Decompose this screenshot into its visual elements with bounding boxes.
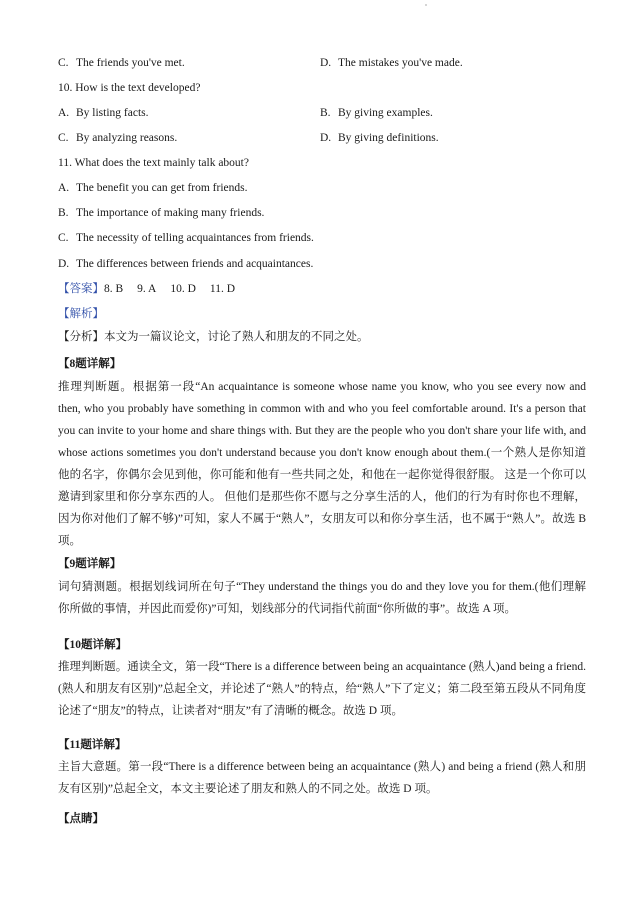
option-text: The friends you've met.: [76, 57, 185, 69]
option-text: The benefit you can get from friends.: [76, 182, 248, 194]
detail-8-text: 推理判断题。根据第一段“An acquaintance is someone whose name you know, who you see every now and then, who you probably have something in common with and who you feel comfortable around. It's a person that you can invite to your home and share things with. But they are the people who you don't share your life with, and whose actions sometimes you don't understand because you don't know enough about them.(一个熟人是你知道他的名字，你偶尔会见到他，你可能和他有一些共同之处，和他在一起你觉得很舒服。 这是一个你可以邀请到家里和你分享东西的人。 但他们是那些你不愿与之分享生活的人，他们的行为有时你也不理解，因为你对他们了解不够)”可知，家人不属于“熟人”，女朋友可以和你分享生活，也不属于“熟人”。故选 B 项。: [58, 381, 586, 547]
scan-speck: [425, 4, 427, 6]
answer-key: [58, 282, 249, 296]
option-letter: D.: [320, 132, 332, 144]
option-letter: D.: [58, 258, 70, 270]
q11-option-d: [58, 257, 313, 271]
option-letter: C.: [58, 232, 69, 244]
option-letter: A.: [58, 107, 70, 119]
detail-9-heading: 【9题详解】: [58, 558, 122, 570]
detail-10-heading: 【10题详解】: [58, 639, 127, 651]
option-letter: C.: [58, 57, 69, 69]
detail-11-heading: 【11题详解】: [58, 739, 127, 751]
option-letter: C.: [58, 132, 69, 144]
option-text: By analyzing reasons.: [76, 132, 178, 144]
analysis-label: 【解析】: [58, 308, 104, 320]
answer-item: 10. D: [170, 283, 196, 295]
option-d-prev: [320, 56, 463, 70]
answer-label: 【答案】: [58, 283, 104, 295]
question-11-stem: 11. What does the text mainly talk about?: [58, 157, 249, 169]
answer-item: 9. A: [137, 283, 157, 295]
option-text: The mistakes you've made.: [338, 57, 463, 69]
comment-heading: 【点睛】: [58, 813, 104, 825]
detail-9-text: 词句猜测题。根据划线词所在句子“They understand the things you do and they love you for them.(他们理解你所做的事情，并因此而爱你)”可知，划线部分的代词指代前面“你所做的事”。故选 A 项。: [58, 581, 586, 615]
q10-option-a: [58, 106, 149, 120]
option-text: By giving definitions.: [338, 132, 439, 144]
option-letter: B.: [320, 107, 331, 119]
option-letter: D.: [320, 57, 332, 69]
summary-paragraph: 【分析】本文为一篇议论文，讨论了熟人和朋友的不同之处。: [58, 331, 369, 343]
option-text: The importance of making many friends.: [76, 207, 265, 219]
detail-10-text: 推理判断题。通读全文，第一段“There is a difference between being an acquaintance (熟人)and being a friend.(熟人和朋友有区别)”总起全文，并论述了“熟人”的特点，给“熟人”下了定义；第二段至第五段从不同角度论述了“朋友”的特点，让读者对“朋友”有了清晰的概念。故选 D 项。: [58, 661, 586, 717]
q11-option-c: [58, 231, 314, 245]
answer-item: 8. B: [104, 283, 124, 295]
detail-8-heading: 【8题详解】: [58, 358, 122, 370]
detail-11-text: 主旨大意题。第一段“There is a difference between being an acquaintance (熟人) and being a friend (熟人和朋友有区别)”总起全文，本文主要论述了朋友和熟人的不同之处。故选 D 项。: [58, 761, 586, 795]
option-text: By giving examples.: [338, 107, 433, 119]
option-c-prev: [58, 56, 185, 70]
option-text: By listing facts.: [76, 107, 149, 119]
option-letter: A.: [58, 182, 70, 194]
q10-option-b: [320, 106, 433, 120]
answer-item: 11. D: [209, 283, 236, 295]
q11-option-a: [58, 181, 247, 195]
option-letter: B.: [58, 207, 69, 219]
q11-option-b: [58, 206, 264, 220]
q10-option-c: [58, 131, 177, 145]
q10-option-d: [320, 131, 439, 145]
option-text: The necessity of telling acquaintances from friends.: [76, 232, 314, 244]
question-10-stem: 10. How is the text developed?: [58, 82, 201, 94]
option-text: The differences between friends and acquaintances.: [76, 258, 314, 270]
